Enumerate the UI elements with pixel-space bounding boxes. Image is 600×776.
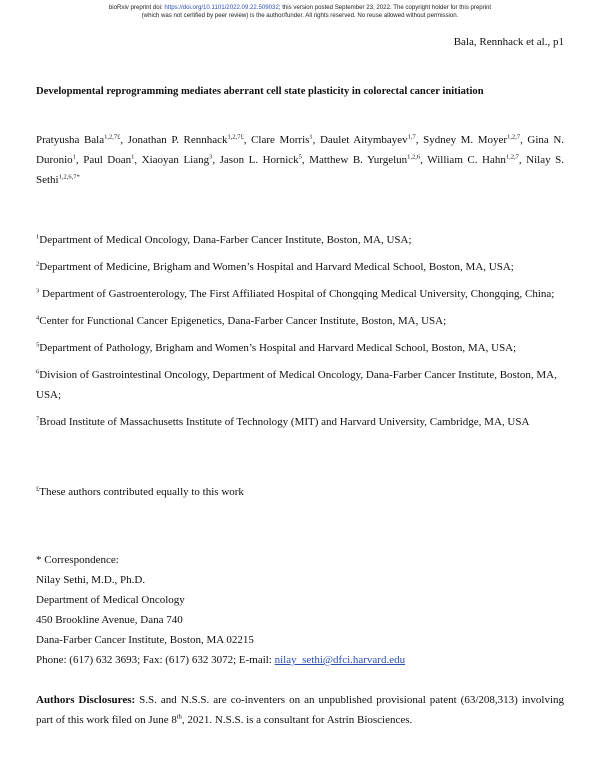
affiliation: $^5$Department of Pathology, Brigham and Women’s Hospital and Harvard Medical School, Boston, MA, USA; bbox=[36, 341, 517, 354]
author: Matthew B. Yurgelun$^{1,2,6}$ bbox=[309, 153, 421, 166]
biorxiv-line-2: (which was not certified by peer review) is the author/funder. All rights reserved. No reuse allowed without permission. bbox=[141, 12, 459, 19]
running-head: Bala, Rennhack et al., p1 bbox=[453, 36, 564, 48]
correspondence-address-2: Dana-Farber Cancer Institute, Boston, MA 02215 bbox=[36, 634, 254, 646]
author: Nilay S. Sethi$^{1,2,6,7*}$ bbox=[36, 154, 564, 186]
affiliation: $^2$Department of Medicine, Brigham and Women’s Hospital and Harvard Medical School, Boston, MA, USA; bbox=[36, 260, 514, 273]
author: William C. Hahn$^{1,2,7}$ bbox=[427, 153, 519, 166]
author: Xiaoyan Liang$^3$ bbox=[141, 153, 213, 166]
correspondence-name: Nilay Sethi, M.D., Ph.D. bbox=[36, 574, 146, 586]
author: Pratyusha Bala$^{1,2,7£}$ bbox=[36, 133, 121, 146]
paper-title: Developmental reprogramming mediates aberrant cell state plasticity in colorectal cancer initiation bbox=[36, 86, 484, 97]
author-list: Pratyusha Bala$^{1,2,7£}$, Jonathan P. Rennhack$^{1,2,7£}$, Clare Morris$^1$, Daulet Aitymbayev$^{1,7}$, Sydney M. Moyer$^{1,2,7}$, Gina N. Duronio$^1$, Paul Doan$^1$, Xiaoyan Liang$^3$, Jason L. Hornick$^5$, Matthew B. Yurgelun$^{1,2,6}$, William C. Hahn$^{1,2,7}$, Nilay S. Sethi$^{1,2,6,7*}$ bbox=[36, 133, 565, 186]
author: Sydney M. Moyer$^{1,2,7}$ bbox=[423, 133, 521, 146]
equal-contribution-note: £These authors contributed equally to this work bbox=[36, 485, 244, 498]
correspondence-address-1: 450 Brookline Avenue, Dana 740 bbox=[36, 614, 183, 626]
biorxiv-banner bbox=[0, 4, 600, 20]
correspondence-heading: * Correspondence: bbox=[36, 554, 119, 566]
author: Daulet Aitymbayev$^{1,7}$ bbox=[319, 133, 416, 146]
affiliation-list bbox=[36, 230, 566, 439]
affiliation: $^6$Division of Gastrointestinal Oncology, Department of Medical Oncology, Dana-Farber Cancer Institute, Boston, MA, USA; bbox=[36, 368, 557, 401]
affiliation: $^7$Broad Institute of Massachusetts Institute of Technology (MIT) and Harvard University, Cambridge, MA, USA bbox=[36, 415, 530, 428]
author: Jonathan P. Rennhack$^{1,2,7£}$ bbox=[127, 133, 244, 146]
disclosures-label: Authors Disclosures: bbox=[36, 694, 136, 706]
author: Gina N. Duronio$^1$ bbox=[36, 134, 565, 166]
author-disclosures: Authors Disclosures: S.S. and N.S.S. are co-inventers on an unpublished provisional patent (63/208,313) involving part of this work filed on June 8th, 2021. N.S.S. is a consultant for Astrin Biosciences. bbox=[36, 694, 565, 726]
author: Clare Morris$^1$ bbox=[251, 133, 313, 146]
author: Paul Doan$^1$ bbox=[83, 153, 135, 166]
doi-link[interactable]: https://doi.org/10.1101/2022.09.22.509032 bbox=[164, 4, 279, 11]
affiliation: $^4$Center for Functional Cancer Epigenetics, Dana-Farber Cancer Institute, Boston, MA, USA; bbox=[36, 314, 447, 327]
affiliation: $^1$Department of Medical Oncology, Dana-Farber Cancer Institute, Boston, MA, USA; bbox=[36, 233, 412, 246]
correspondence-dept: Department of Medical Oncology bbox=[36, 594, 185, 606]
email-link[interactable]: nilay_sethi@dfci.harvard.edu bbox=[274, 654, 406, 666]
correspondence-contact: Phone: (617) 632 3693; Fax: (617) 632 3072; E-mail: nilay_sethi@dfci.harvard.edu bbox=[36, 654, 406, 666]
correspondence-block bbox=[36, 550, 405, 670]
author: Jason L. Hornick$^5$ bbox=[219, 153, 302, 166]
affiliation: $^3$ Department of Gastroenterology, The First Affiliated Hospital of Chongqing Medical University, Chongqing, China; bbox=[36, 287, 555, 300]
biorxiv-line-1: bioRxiv preprint doi: https://doi.org/10.1101/2022.09.22.509032; this version posted September 23, 2022. The copyright holder for this preprint bbox=[108, 4, 492, 11]
